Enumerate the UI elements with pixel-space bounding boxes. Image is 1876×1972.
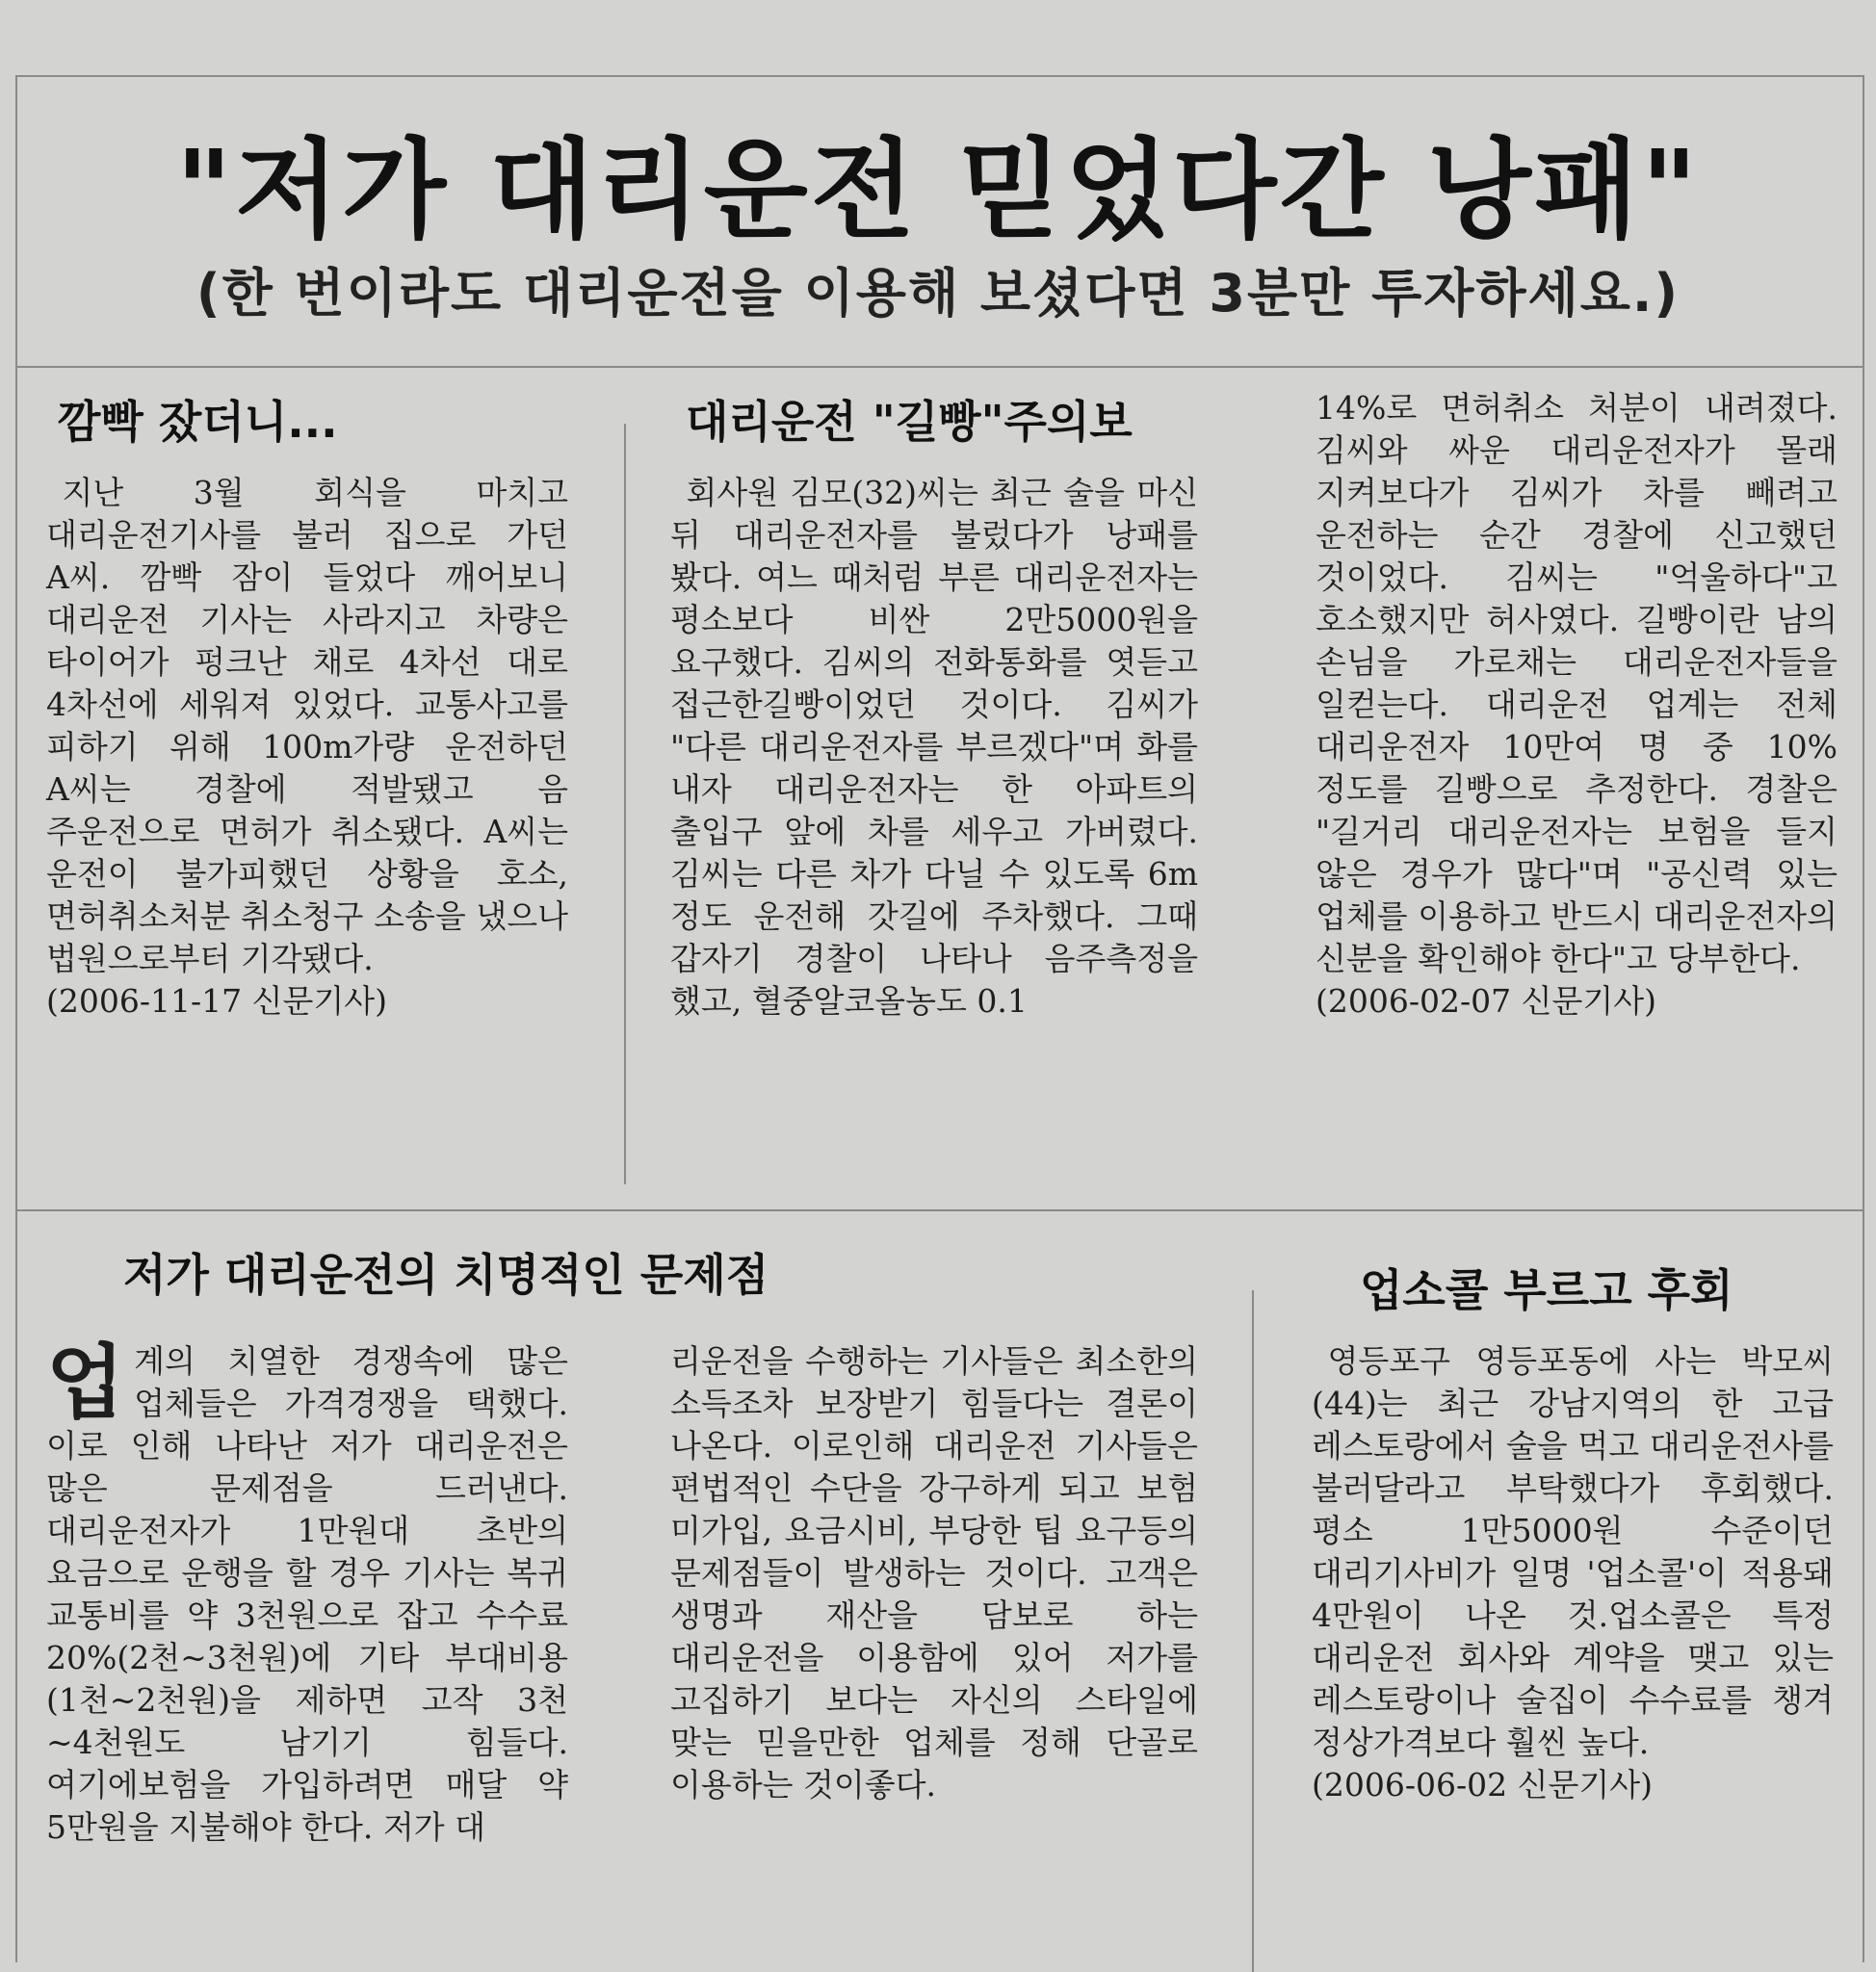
article-3-dropcap: 업 xyxy=(46,1336,125,1430)
article-1-title: 깜빡 잤더니... xyxy=(58,396,338,448)
divider-middle xyxy=(15,1209,1863,1211)
article-4-source: (2006-06-02 신문기사) xyxy=(1312,1766,1654,1803)
article-3-text-part2: 리운전을 수행하는 기사들은 최소한의 소득조차 보장받기 힘들다는 결론이 나온다. 이로인해 대리운전 기사들은 편법적인 수단을 강구하게 되고 보험 미가입, 요금시비, 부당한 팁 요구등의 문제점들이 발생하는 것이다. 고객은 생명과 재산을 담보로 하는 대리운전을 이용함에 있어 저가를 고집하기 보다는 자신의 스타일에 맞는 믿을만한 업체를 정해 단골로 이용하는 것이좋다. xyxy=(670,1342,1198,1803)
divider-top xyxy=(15,366,1863,368)
article-4-text: 영등포구 영등포동에 사는 박모씨(44)는 최근 강남지역의 한 고급 레스토랑에서 술을 먹고 대리운전사를 불러달라고 부탁했다가 후회했다. 평소 1만5000원 수준이던 대리기사비가 일명 '업소콜'이 적용돼 4만원이 나온 것.업소콜은 특정 대리운전 회사와 계약을 맺고 있는 레스토랑이나 술집이 수수료를 챙겨 정상가격보다 훨씬 높다. xyxy=(1312,1342,1834,1761)
article-3-body-col2 xyxy=(670,1340,1198,1806)
article-2-source: (2006-02-07 신문기사) xyxy=(1316,982,1657,1020)
article-1-text: 지난 3월 회식을 마치고 대리운전기사를 불러 집으로 가던 A씨. 깜빡 잠이 들었다 깨어보니 대리운전 기사는 사라지고 차량은 타이어가 펑크난 채로 4차선 대로 4차선에 세워져 있었다. 교통사고를 피하기 위해 100m가량 운전하던 A씨는 경찰에 적발됐고 음 주운전으로 면허가 취소됐다. A씨는 운전이 불가피했던 상황을 호소, 면허취소처분 취소청구 소송을 냈으나 법원으로부터 기각됐다. xyxy=(46,474,568,977)
column-divider-lower xyxy=(1252,1290,1254,1972)
column-divider-upper xyxy=(624,424,626,1184)
article-2-title: 대리운전 "길빵"주의보 xyxy=(686,396,1133,448)
article-3-body-col1 xyxy=(46,1336,568,1849)
article-2-text-part2: 14%로 면허취소 처분이 내려졌다. 김씨와 싸운 대리운전자가 몰래 지켜보다가 김씨가 차를 빼려고 운전하는 순간 경찰에 신고했던 것이었다. 김씨는 "억울하다"고 호소했지만 허사였다. 길빵이란 남의 손님을 가로채는 대리운전자들을 일컫는다. 대리운전 업계는 전체 대리운전자 10만여 명 중 10% 정도를 길빵으로 추정한다. 경찰은 "길거리 대리운전자는 보험을 들지 않은 경우가 많다"며 "공신력 있는 업체를 이용하고 반드시 대리운전자의 신분을 확인해야 한다"고 당부한다. xyxy=(1316,389,1837,977)
article-3-title: 저가 대리운전의 치명적인 문제점 xyxy=(123,1249,769,1301)
article-2-body-col1 xyxy=(670,472,1198,1023)
headline: "저가 대리운전 믿었다간 낭패" xyxy=(175,128,1701,253)
article-4-body xyxy=(1312,1340,1834,1806)
article-1-body xyxy=(46,472,568,1023)
article-2-body-col2 xyxy=(1316,387,1837,1023)
article-3-text-part1: 계의 치열한 경쟁속에 많은 업체들은 가격경쟁을 택했다. 이로 인해 나타난 저가 대리운전은 많은 문제점을 드러낸다. 대리운전자가 1만원대 초반의 요금으로 운행을 할 경우 기사는 복귀 교통비를 약 3천원으로 잡고 수수료 20%(2천~3천원)에 기타 부대비용(1천~2천원)을 제하면 고작 3천~4천원도 남기기 힘들다. 여기에보험을 가입하려면 매달 약 5만원을 지불해야 한다. 저가 대 xyxy=(46,1342,568,1846)
subheadline: (한 번이라도 대리운전을 이용해 보셨다면 3분만 투자하세요.) xyxy=(195,263,1681,324)
article-4-title: 업소콜 부르고 후회 xyxy=(1360,1264,1733,1316)
article-2-text-part1: 회사원 김모(32)씨는 최근 술을 마신 뒤 대리운전자를 불렀다가 낭패를 봤다. 여느 때처럼 부른 대리운전자는 평소보다 비싼 2만5000원을 요구했다. 김씨의 전화통화를 엿듣고 접근한길빵이었던 것이다. 김씨가 "다른 대리운전자를 부르겠다"며 화를 내자 대리운전자는 한 아파트의 출입구 앞에 차를 세우고 가버렸다. 김씨는 다른 차가 다닐 수 있도록 6m 정도 운전해 갓길에 주차했다. 그때 갑자기 경찰이 나타나 음주측정을 했고, 혈중알코올농도 0.1 xyxy=(670,474,1198,1020)
article-1-source: (2006-11-17 신문기사) xyxy=(46,982,388,1020)
